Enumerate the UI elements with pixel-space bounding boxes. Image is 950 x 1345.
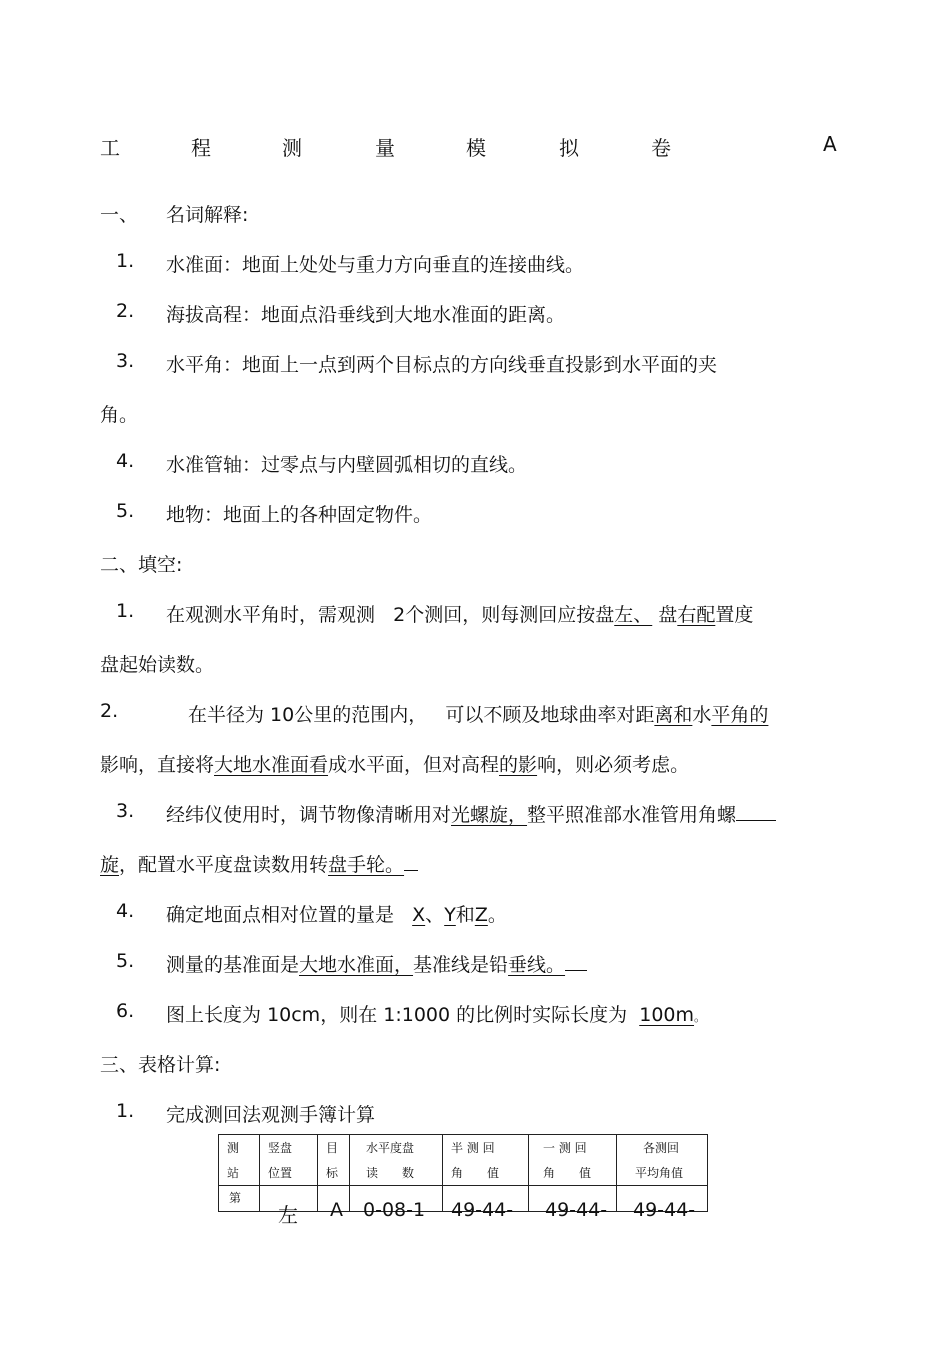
section2-heading: 二、填空:	[100, 554, 183, 576]
question-continuation: 旋，配置水平度盘读数用转盘手轮。	[100, 850, 418, 877]
table-header-cell: 测 站	[219, 1135, 260, 1186]
answer-blank: Y	[444, 904, 456, 926]
question-q1: 在观测水平角时，需观测 2个测回，则每测回应按盘左、 盘右配置度	[166, 604, 754, 626]
list-item-num: 1.	[116, 1100, 135, 1122]
answer-blank: 右配	[677, 604, 716, 626]
question-num: 2.	[100, 700, 119, 722]
table-header-cell: 目 标	[318, 1135, 350, 1186]
table-header-row	[219, 1135, 708, 1186]
table-value: 左	[278, 1203, 298, 1227]
table-cell: 第	[219, 1186, 260, 1212]
question-continuation: 盘起始读数。	[100, 654, 215, 676]
title-char: 卷	[651, 136, 671, 160]
answer-blank: 盘手轮。	[328, 854, 405, 876]
answer-blank: Z	[474, 904, 488, 926]
list-item-num: 4.	[116, 450, 135, 472]
question-continuation: 影响，直接将大地水准面看成水平面，但对高程的影响，则必须考虑。	[100, 754, 690, 776]
answer-blank: X	[412, 904, 426, 926]
question-q4: 确定地面点相对位置的量是 X、Y和Z。	[166, 904, 507, 926]
answer-blank: 离和	[654, 704, 693, 726]
table-header-cell: 各测回 平均角值	[617, 1135, 708, 1186]
list-item: 水准管轴：过零点与内壁圆弧相切的直线。	[166, 454, 528, 476]
question-q6: 图上长度为 10cm，则在 1:1000 的比例时实际长度为 100m。	[166, 1004, 707, 1026]
answer-blank: 旋	[100, 854, 120, 876]
question-q2: 在半径为 10公里的范围内， 可以不顾及地球曲率对距离和水平角的	[188, 704, 769, 726]
table-value: 49-44-	[633, 1199, 696, 1221]
answer-blank	[736, 800, 776, 821]
list-item-num: 2.	[116, 300, 135, 322]
title-char: 量	[375, 136, 395, 160]
question-q5: 测量的基准面是大地水准面，基准线是铅垂线。	[166, 950, 587, 977]
section3-heading: 三、表格计算:	[100, 1054, 221, 1076]
answer-blank: 垂线。	[508, 954, 566, 976]
table-value: 49-44-	[451, 1199, 514, 1221]
list-item: 完成测回法观测手簿计算	[166, 1104, 376, 1126]
question-num: 5.	[116, 950, 135, 972]
section1-heading: 名词解释:	[166, 204, 249, 226]
question-num: 6.	[116, 1000, 135, 1022]
title-char: 拟	[559, 136, 579, 160]
answer-blank: 平角的	[711, 704, 769, 726]
table-value: A	[330, 1199, 343, 1221]
title-char: 程	[191, 136, 211, 160]
question-num: 4.	[116, 900, 135, 922]
title-char: 工	[100, 136, 120, 160]
answer-blank: 光螺旋，	[451, 804, 528, 826]
answer-blank: 大地水准面，	[299, 954, 414, 976]
table-value: 0-08-1	[363, 1199, 426, 1221]
section1-heading-num: 一、	[100, 204, 139, 226]
list-item-num: 5.	[116, 500, 135, 522]
title-char: 模	[466, 136, 486, 160]
answer-blank	[404, 850, 418, 871]
list-item: 海拔高程：地面点沿垂线到大地水准面的距离。	[166, 304, 566, 326]
table-header-cell: 水平度盘 读 数	[350, 1135, 443, 1186]
answer-blank: 大地水准面看	[214, 754, 329, 776]
answer-blank: 的影	[499, 754, 538, 776]
answer-blank	[565, 950, 587, 971]
list-item: 地物：地面上的各种固定物件。	[166, 504, 433, 526]
table-header-cell: 竖盘 位置	[260, 1135, 318, 1186]
table-value: 49-44-	[545, 1199, 608, 1221]
title-char: A	[823, 132, 837, 156]
question-num: 1.	[116, 600, 135, 622]
list-item-continuation: 角。	[100, 404, 139, 426]
table-header-cell: 一 测 回 角 值	[529, 1135, 617, 1186]
table-header-cell: 半 测 回 角 值	[443, 1135, 529, 1186]
answer-blank: 左、	[614, 604, 653, 626]
list-item: 水平角：地面上一点到两个目标点的方向线垂直投影到水平面的夹	[166, 354, 718, 376]
title-char: 测	[282, 136, 302, 160]
list-item-num: 1.	[116, 250, 135, 272]
list-item-num: 3.	[116, 350, 135, 372]
answer-blank: 100m	[639, 1004, 695, 1026]
question-q3: 经纬仪使用时，调节物像清晰用对光螺旋，整平照准部水准管用角螺	[166, 800, 776, 827]
list-item: 水准面：地面上处处与重力方向垂直的连接曲线。	[166, 254, 585, 276]
question-num: 3.	[116, 800, 135, 822]
